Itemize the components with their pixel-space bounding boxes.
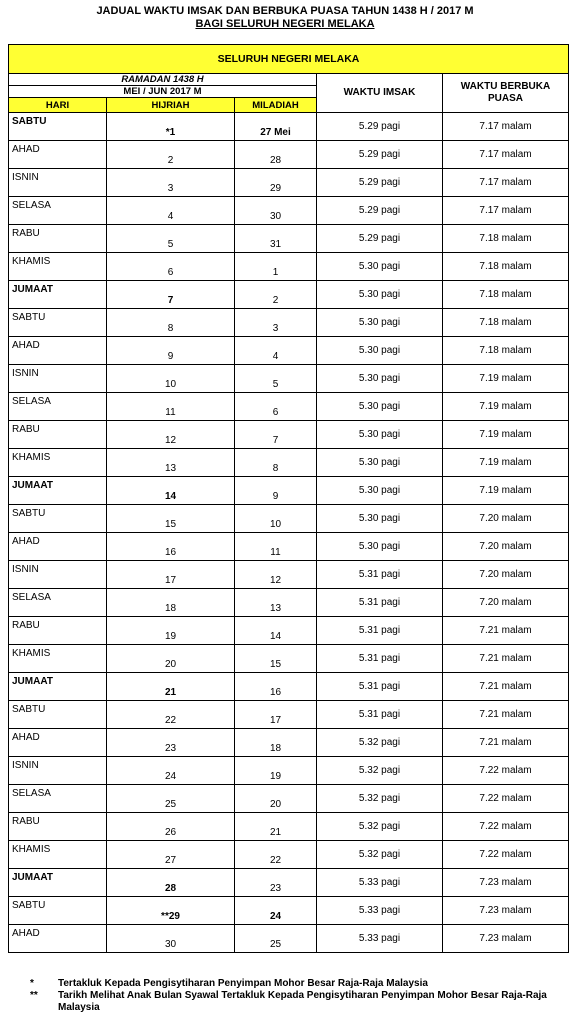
hijriah-cell: 24 (107, 757, 235, 785)
day-cell: AHAD (9, 337, 107, 365)
day-cell: SABTU (9, 113, 107, 141)
hijriah-cell: 7 (107, 281, 235, 309)
miladiah-cell: 15 (235, 645, 317, 673)
miladiah-cell: 31 (235, 225, 317, 253)
berbuka-cell: 7.18 malam (443, 253, 569, 281)
day-cell: JUMAAT (9, 281, 107, 309)
region-banner: SELURUH NEGERI MELAKA (9, 45, 569, 74)
day-cell: SABTU (9, 701, 107, 729)
berbuka-cell: 7.21 malam (443, 729, 569, 757)
imsak-cell: 5.30 pagi (317, 393, 443, 421)
imsak-cell: 5.32 pagi (317, 841, 443, 869)
hijriah-cell: 20 (107, 645, 235, 673)
hijriah-cell: 16 (107, 533, 235, 561)
berbuka-cell: 7.17 malam (443, 169, 569, 197)
berbuka-cell: 7.20 malam (443, 589, 569, 617)
day-cell: KHAMIS (9, 841, 107, 869)
day-cell: JUMAAT (9, 477, 107, 505)
imsak-cell: 5.31 pagi (317, 645, 443, 673)
table-row (9, 141, 569, 169)
imsak-cell: 5.32 pagi (317, 757, 443, 785)
berbuka-cell: 7.17 malam (443, 141, 569, 169)
miladiah-cell: 14 (235, 617, 317, 645)
miladiah-header: MILADIAH (235, 98, 317, 113)
miladiah-cell: 4 (235, 337, 317, 365)
day-cell: ISNIN (9, 365, 107, 393)
berbuka-cell: 7.20 malam (443, 533, 569, 561)
miladiah-cell: 7 (235, 421, 317, 449)
miladiah-cell: 20 (235, 785, 317, 813)
imsak-cell: 5.29 pagi (317, 169, 443, 197)
berbuka-cell: 7.23 malam (443, 869, 569, 897)
footnote-text: Tarikh Melihat Anak Bulan Syawal Tertakluk Kepada Pengisytiharan Penyimpan Mohor Besar Raja-Raja Malaysia (58, 990, 547, 1013)
hijriah-cell: 21 (107, 673, 235, 701)
footnote-2 (30, 990, 565, 1014)
months-header: MEI / JUN 2017 M (9, 86, 317, 98)
berbuka-cell: 7.18 malam (443, 309, 569, 337)
berbuka-cell: 7.21 malam (443, 701, 569, 729)
hijriah-cell: 8 (107, 309, 235, 337)
imsak-cell: 5.30 pagi (317, 421, 443, 449)
miladiah-cell: 8 (235, 449, 317, 477)
hijriah-cell: 6 (107, 253, 235, 281)
table-row (9, 113, 569, 141)
page-title: JADUAL WAKTU IMSAK DAN BERBUKA PUASA TAHUN 1438 H / 2017 M (96, 5, 474, 17)
imsak-cell: 5.29 pagi (317, 225, 443, 253)
hijriah-cell: 28 (107, 869, 235, 897)
ramadan-header: RAMADAN 1438 H (9, 74, 317, 86)
footnotes (30, 978, 565, 1014)
footnote-mark: * (30, 978, 34, 989)
table-row (9, 421, 569, 449)
imsak-cell: 5.30 pagi (317, 365, 443, 393)
miladiah-cell: 13 (235, 589, 317, 617)
table-row (9, 729, 569, 757)
imsak-header: WAKTU IMSAK (317, 74, 443, 113)
day-cell: SELASA (9, 589, 107, 617)
miladiah-cell: 5 (235, 365, 317, 393)
hijriah-cell: 18 (107, 589, 235, 617)
miladiah-cell: 11 (235, 533, 317, 561)
berbuka-cell: 7.19 malam (443, 421, 569, 449)
berbuka-cell: 7.20 malam (443, 561, 569, 589)
table-row (9, 337, 569, 365)
miladiah-cell: 12 (235, 561, 317, 589)
berbuka-cell: 7.18 malam (443, 281, 569, 309)
hijriah-cell: 15 (107, 505, 235, 533)
miladiah-cell: 24 (235, 897, 317, 925)
day-cell: RABU (9, 421, 107, 449)
table-row (9, 197, 569, 225)
imsak-cell: 5.31 pagi (317, 561, 443, 589)
table-row (9, 841, 569, 869)
hijriah-cell: 10 (107, 365, 235, 393)
imsak-cell: 5.32 pagi (317, 813, 443, 841)
table-row (9, 589, 569, 617)
table-row (9, 561, 569, 589)
berbuka-cell: 7.17 malam (443, 197, 569, 225)
day-cell: ISNIN (9, 169, 107, 197)
hijriah-cell: 23 (107, 729, 235, 757)
table-row (9, 897, 569, 925)
berbuka-cell: 7.23 malam (443, 925, 569, 953)
miladiah-cell: 27 Mei (235, 113, 317, 141)
day-cell: SELASA (9, 785, 107, 813)
miladiah-cell: 17 (235, 701, 317, 729)
miladiah-cell: 19 (235, 757, 317, 785)
imsak-cell: 5.30 pagi (317, 281, 443, 309)
table-row (9, 785, 569, 813)
imsak-cell: 5.31 pagi (317, 617, 443, 645)
imsak-cell: 5.30 pagi (317, 309, 443, 337)
hijriah-cell: 30 (107, 925, 235, 953)
day-cell: KHAMIS (9, 253, 107, 281)
hijriah-cell: 13 (107, 449, 235, 477)
table-row (9, 813, 569, 841)
table-row (9, 757, 569, 785)
berbuka-cell: 7.19 malam (443, 477, 569, 505)
miladiah-cell: 16 (235, 673, 317, 701)
hijriah-cell: 4 (107, 197, 235, 225)
imsak-cell: 5.30 pagi (317, 477, 443, 505)
berbuka-cell: 7.19 malam (443, 449, 569, 477)
footnote-text: Tertakluk Kepada Pengisytiharan Penyimpan Mohor Besar Raja-Raja Malaysia (58, 978, 428, 989)
berbuka-cell: 7.17 malam (443, 113, 569, 141)
berbuka-cell: 7.19 malam (443, 365, 569, 393)
berbuka-cell: 7.21 malam (443, 673, 569, 701)
hijriah-cell: 27 (107, 841, 235, 869)
footnote-mark: ** (30, 990, 38, 1001)
miladiah-cell: 30 (235, 197, 317, 225)
miladiah-cell: 3 (235, 309, 317, 337)
imsak-cell: 5.30 pagi (317, 337, 443, 365)
page-subtitle: BAGI SELURUH NEGERI MELAKA (195, 18, 375, 30)
table-row (9, 477, 569, 505)
miladiah-cell: 28 (235, 141, 317, 169)
hijriah-cell: 14 (107, 477, 235, 505)
table-row (9, 225, 569, 253)
miladiah-cell: 23 (235, 869, 317, 897)
table-row (9, 253, 569, 281)
imsak-cell: 5.31 pagi (317, 701, 443, 729)
table-row (9, 617, 569, 645)
schedule-table (8, 44, 569, 953)
table-row (9, 505, 569, 533)
imsak-cell: 5.31 pagi (317, 589, 443, 617)
berbuka-header: WAKTU BERBUKA PUASA (443, 74, 569, 113)
berbuka-cell: 7.22 malam (443, 757, 569, 785)
berbuka-cell: 7.21 malam (443, 645, 569, 673)
berbuka-cell: 7.18 malam (443, 225, 569, 253)
day-cell: AHAD (9, 925, 107, 953)
hijriah-cell: 5 (107, 225, 235, 253)
day-cell: SABTU (9, 309, 107, 337)
day-cell: KHAMIS (9, 449, 107, 477)
imsak-cell: 5.30 pagi (317, 533, 443, 561)
day-cell: RABU (9, 225, 107, 253)
hijriah-cell: 3 (107, 169, 235, 197)
hijriah-cell: 12 (107, 421, 235, 449)
hijriah-cell: 26 (107, 813, 235, 841)
day-cell: AHAD (9, 729, 107, 757)
berbuka-cell: 7.23 malam (443, 897, 569, 925)
imsak-cell: 5.32 pagi (317, 785, 443, 813)
day-cell: SABTU (9, 897, 107, 925)
miladiah-cell: 2 (235, 281, 317, 309)
miladiah-cell: 6 (235, 393, 317, 421)
day-cell: ISNIN (9, 561, 107, 589)
imsak-cell: 5.30 pagi (317, 505, 443, 533)
day-cell: ISNIN (9, 757, 107, 785)
table-row (9, 533, 569, 561)
day-cell: KHAMIS (9, 645, 107, 673)
day-cell: SELASA (9, 393, 107, 421)
table-row (9, 869, 569, 897)
berbuka-cell: 7.22 malam (443, 785, 569, 813)
table-row (9, 365, 569, 393)
miladiah-cell: 18 (235, 729, 317, 757)
hijriah-cell: 11 (107, 393, 235, 421)
day-cell: RABU (9, 617, 107, 645)
hijriah-cell: 25 (107, 785, 235, 813)
table-row (9, 309, 569, 337)
day-cell: AHAD (9, 141, 107, 169)
berbuka-cell: 7.18 malam (443, 337, 569, 365)
table-row (9, 701, 569, 729)
berbuka-cell: 7.21 malam (443, 617, 569, 645)
miladiah-cell: 22 (235, 841, 317, 869)
hijriah-cell: 22 (107, 701, 235, 729)
day-cell: SABTU (9, 505, 107, 533)
hijriah-header: HIJRIAH (107, 98, 235, 113)
miladiah-cell: 21 (235, 813, 317, 841)
imsak-cell: 5.30 pagi (317, 253, 443, 281)
hijriah-cell: 2 (107, 141, 235, 169)
miladiah-cell: 10 (235, 505, 317, 533)
day-cell: JUMAAT (9, 869, 107, 897)
hari-header: HARI (9, 98, 107, 113)
table-row (9, 281, 569, 309)
imsak-cell: 5.31 pagi (317, 673, 443, 701)
table-row (9, 449, 569, 477)
table-row (9, 169, 569, 197)
miladiah-cell: 25 (235, 925, 317, 953)
imsak-cell: 5.29 pagi (317, 113, 443, 141)
day-cell: SELASA (9, 197, 107, 225)
table-row (9, 673, 569, 701)
imsak-cell: 5.33 pagi (317, 869, 443, 897)
berbuka-cell: 7.22 malam (443, 813, 569, 841)
day-cell: RABU (9, 813, 107, 841)
table-row (9, 645, 569, 673)
hijriah-cell: 9 (107, 337, 235, 365)
hijriah-cell: **29 (107, 897, 235, 925)
day-cell: AHAD (9, 533, 107, 561)
hijriah-cell: 19 (107, 617, 235, 645)
berbuka-cell: 7.22 malam (443, 841, 569, 869)
hijriah-cell: *1 (107, 113, 235, 141)
hijriah-cell: 17 (107, 561, 235, 589)
table-row (9, 393, 569, 421)
footnote-1 (30, 978, 565, 990)
imsak-cell: 5.30 pagi (317, 449, 443, 477)
miladiah-cell: 9 (235, 477, 317, 505)
miladiah-cell: 1 (235, 253, 317, 281)
imsak-cell: 5.33 pagi (317, 925, 443, 953)
berbuka-cell: 7.19 malam (443, 393, 569, 421)
imsak-cell: 5.32 pagi (317, 729, 443, 757)
imsak-cell: 5.33 pagi (317, 897, 443, 925)
imsak-cell: 5.29 pagi (317, 197, 443, 225)
imsak-cell: 5.29 pagi (317, 141, 443, 169)
day-cell: JUMAAT (9, 673, 107, 701)
miladiah-cell: 29 (235, 169, 317, 197)
berbuka-cell: 7.20 malam (443, 505, 569, 533)
table-row (9, 925, 569, 953)
